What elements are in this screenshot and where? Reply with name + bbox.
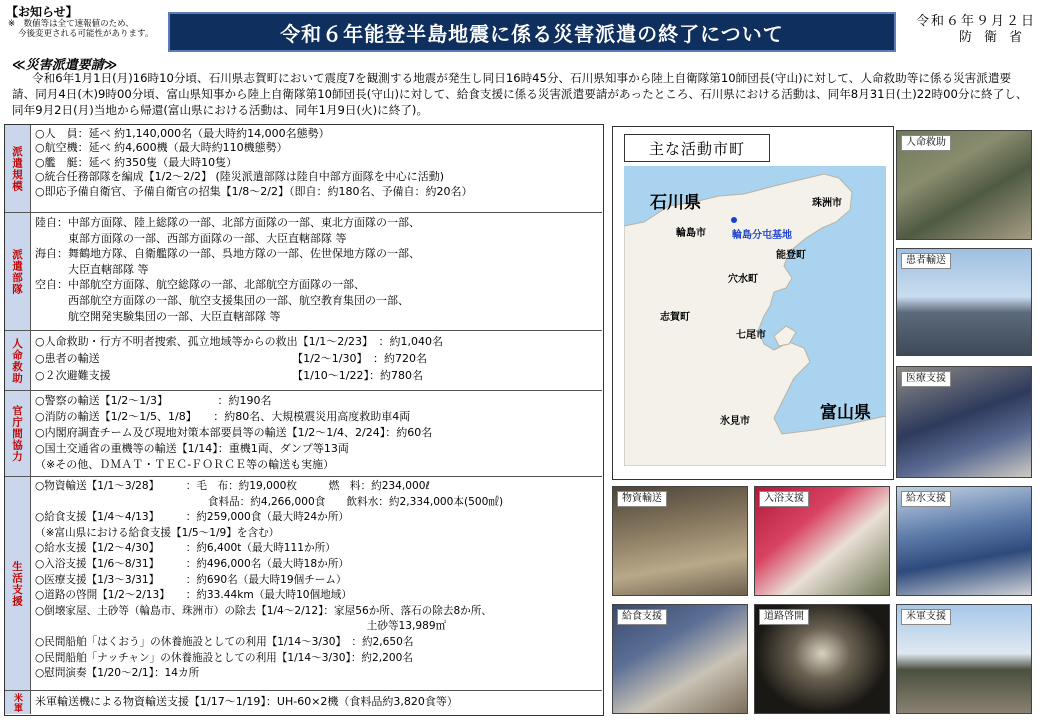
city-nanao: 七尾市 <box>736 330 766 341</box>
row-text: 米軍輸送機による物資輸送支援【1/17～1/19】：UH-60×2機（食料品約3,820食等） <box>35 695 458 708</box>
photo-rescue <box>896 130 1032 240</box>
pref-label-ishikawa: 石川県 <box>650 193 701 212</box>
base-wajima: 輪島分屯基地 <box>732 230 792 241</box>
row-category: 米軍 <box>5 691 31 714</box>
row-category: 人命救助 <box>5 331 31 390</box>
row-text: 陸自：中部方面隊、陸上総隊の一部、北部方面隊の一部、東北方面隊の一部、 東部方面隊の一部、西部方面隊の一部、大臣直轄部隊 等 海自：舞鶴地方隊、自衛艦隊の一部、呉地方隊の一部、佐世保地方隊の一部、 大臣直轄部隊 等 空自：中部航空方面隊、航空総隊の一部、北部航空方面隊の一部、 西部航空方面隊の一部、航空支援集団の一部、航空教育集団の一部、 航空開発実験集団の一部、大臣直轄部隊 等 <box>35 216 420 323</box>
organization: 防衛省 <box>958 30 1034 45</box>
row-rescue <box>5 331 602 391</box>
release-date: 令和６年９月２日 <box>915 14 1036 29</box>
photo-bathing <box>754 486 890 596</box>
photo-us-forces <box>896 604 1032 714</box>
row-us-forces <box>5 691 602 714</box>
photo-meals <box>612 604 748 714</box>
activity-table <box>4 124 604 716</box>
row-text: ○物資輸送【1/1～3/28】 ：毛 布：約19,000枚 燃 料：約234,000ℓ 食料品：約4,266,000食 飲料水：約2,334,000本(500㎖) ○給食支援【1/4～4/13】 ：約259,000食（最大時24か所） （※富山県における給食支援【1/5～1/9】を含む） ○給水支援【1/2～4/30】 ：約6,400t（最大時111か所） ○入浴支援【1/6～8/31】 ：約496,000名（最大時18か所） ○医療支援【1/3～3/31】 ：約690名（最大時19個チーム） ○道路の啓開【1/2～2/13】 ：約33.44km（最大時10個地域） ○倒壊家屋、土砂等（輪島市、珠洲市）の除去【1/4～2/12】：家屋56か所、落石の除去8か所、 土砂等13,989㎡ ○民間船舶「はくおう」の休養施設としての利用【1/14～3/30】 ：約2,650名 ○民間船舶「ナッチャン」の休養施設としての利用【1/14～3/30】：約2,200名 ○慰問演奏【1/20～2/1】：14カ所 <box>35 480 504 680</box>
photo-label: 米軍支援 <box>901 609 951 625</box>
row-text: ○警察の輸送【1/2～1/3】 ：約190名 ○消防の輸送【1/2～1/5、1/8】 ：約80名、大規模震災用高度救助車4両 ○内閣府調査チーム及び現地対策本部要員等の輸送【1/2～1/4、2/24】：約60名 ○国土交通省の重機等の輸送【1/14】：重機1両、ダンプ等13両 （※その他、ＤＭＡＴ・ＴＥＣ-ＦＯＲＣＥ等の輸送も実施） <box>35 394 433 471</box>
pref-label-toyama: 富山県 <box>820 403 871 422</box>
photo-label: 患者輸送 <box>901 253 951 269</box>
photo-label: 道路啓開 <box>759 609 809 625</box>
row-text: ○人命救助・行方不明者捜索、孤立地域等からの救出【1/1～2/23】 ：約1,040名 ○患者の輸送 【1/2～1/30】 ：約720名 ○２次避難支援 【1/10～1/22】：約780名 <box>35 335 443 382</box>
photo-label: 入浴支援 <box>759 491 809 507</box>
map-title: 主な活動市町 <box>624 134 770 162</box>
photo-label: 物資輸送 <box>617 491 667 507</box>
row-living-support <box>5 477 602 691</box>
page-title: 令和６年能登半島地震に係る災害派遣の終了について <box>168 12 896 52</box>
photo-label: 医療支援 <box>901 371 951 387</box>
photo-water <box>896 486 1032 596</box>
request-body: 令和6年1月1日(月)16時10分頃、石川県志賀町において震度7を観測する地震が発生し同日16時45分、石川県知事から陸上自衛隊第10師団長(守山)に対して、人命救助等に係る災害派遣要請、同月4日(木)9時00分頃、富山県知事から陸上自衛隊第10師団長(守山)に対して、給食支援に係る災害派遣要請があったところ、石川県における活動は、同年8月31日(土)22時00分に終了し、同年9月2日(月)当地から帰還(富山県における活動は、同年1月9日(火)に終了)。 <box>12 71 1028 117</box>
photo-label: 給水支援 <box>901 491 951 507</box>
request-heading: ≪災害派遣要請≫ <box>12 58 118 73</box>
notice <box>6 6 166 39</box>
city-himi: 氷見市 <box>720 416 750 427</box>
photo-label: 給食支援 <box>617 609 667 625</box>
photo-supplies <box>612 486 748 596</box>
notice-note-2: 今後変更される可能性があります。 <box>18 29 154 39</box>
row-category: 官庁間協力 <box>5 391 31 476</box>
noto-peninsula-map <box>624 166 886 466</box>
row-text: ○人 員：延べ 約1,140,000名（最大時約14,000名態勢） ○航空機：延べ 約4,600機（最大時約110機態勢） ○艦 艇：延べ 約350隻（最大時10隻） ○統合任務部隊を編成【1/2～2/2】 (陸災派遣部隊は陸自中部方面隊を中心に活動) ○即応予備自衛官、予備自衛官の招集【1/8～2/2】（即自：約180名、予備自：約20名） <box>35 127 473 198</box>
row-agency-cooperation <box>5 391 602 477</box>
city-anamizu: 穴水町 <box>728 274 758 285</box>
row-category: 派遣部隊 <box>5 213 31 330</box>
row-units <box>5 213 602 331</box>
city-wajima: 輪島市 <box>676 228 706 239</box>
date-block <box>912 14 1036 46</box>
notice-note: ※ 数値等は全て速報値のため、 <box>8 19 134 29</box>
notice-title: 【お知らせ】 <box>6 5 78 19</box>
row-category: 派遣規模 <box>5 125 31 212</box>
base-marker-icon <box>731 217 737 223</box>
photo-medical <box>896 366 1032 478</box>
photo-road-clearing <box>754 604 890 714</box>
city-suzu: 珠洲市 <box>812 198 842 209</box>
photo-patient-transport <box>896 248 1032 356</box>
row-category: 生活支援 <box>5 477 31 690</box>
photo-label: 人命救助 <box>901 135 951 151</box>
city-noto: 能登町 <box>776 250 806 261</box>
row-scale <box>5 125 602 213</box>
city-shika: 志賀町 <box>660 312 690 323</box>
